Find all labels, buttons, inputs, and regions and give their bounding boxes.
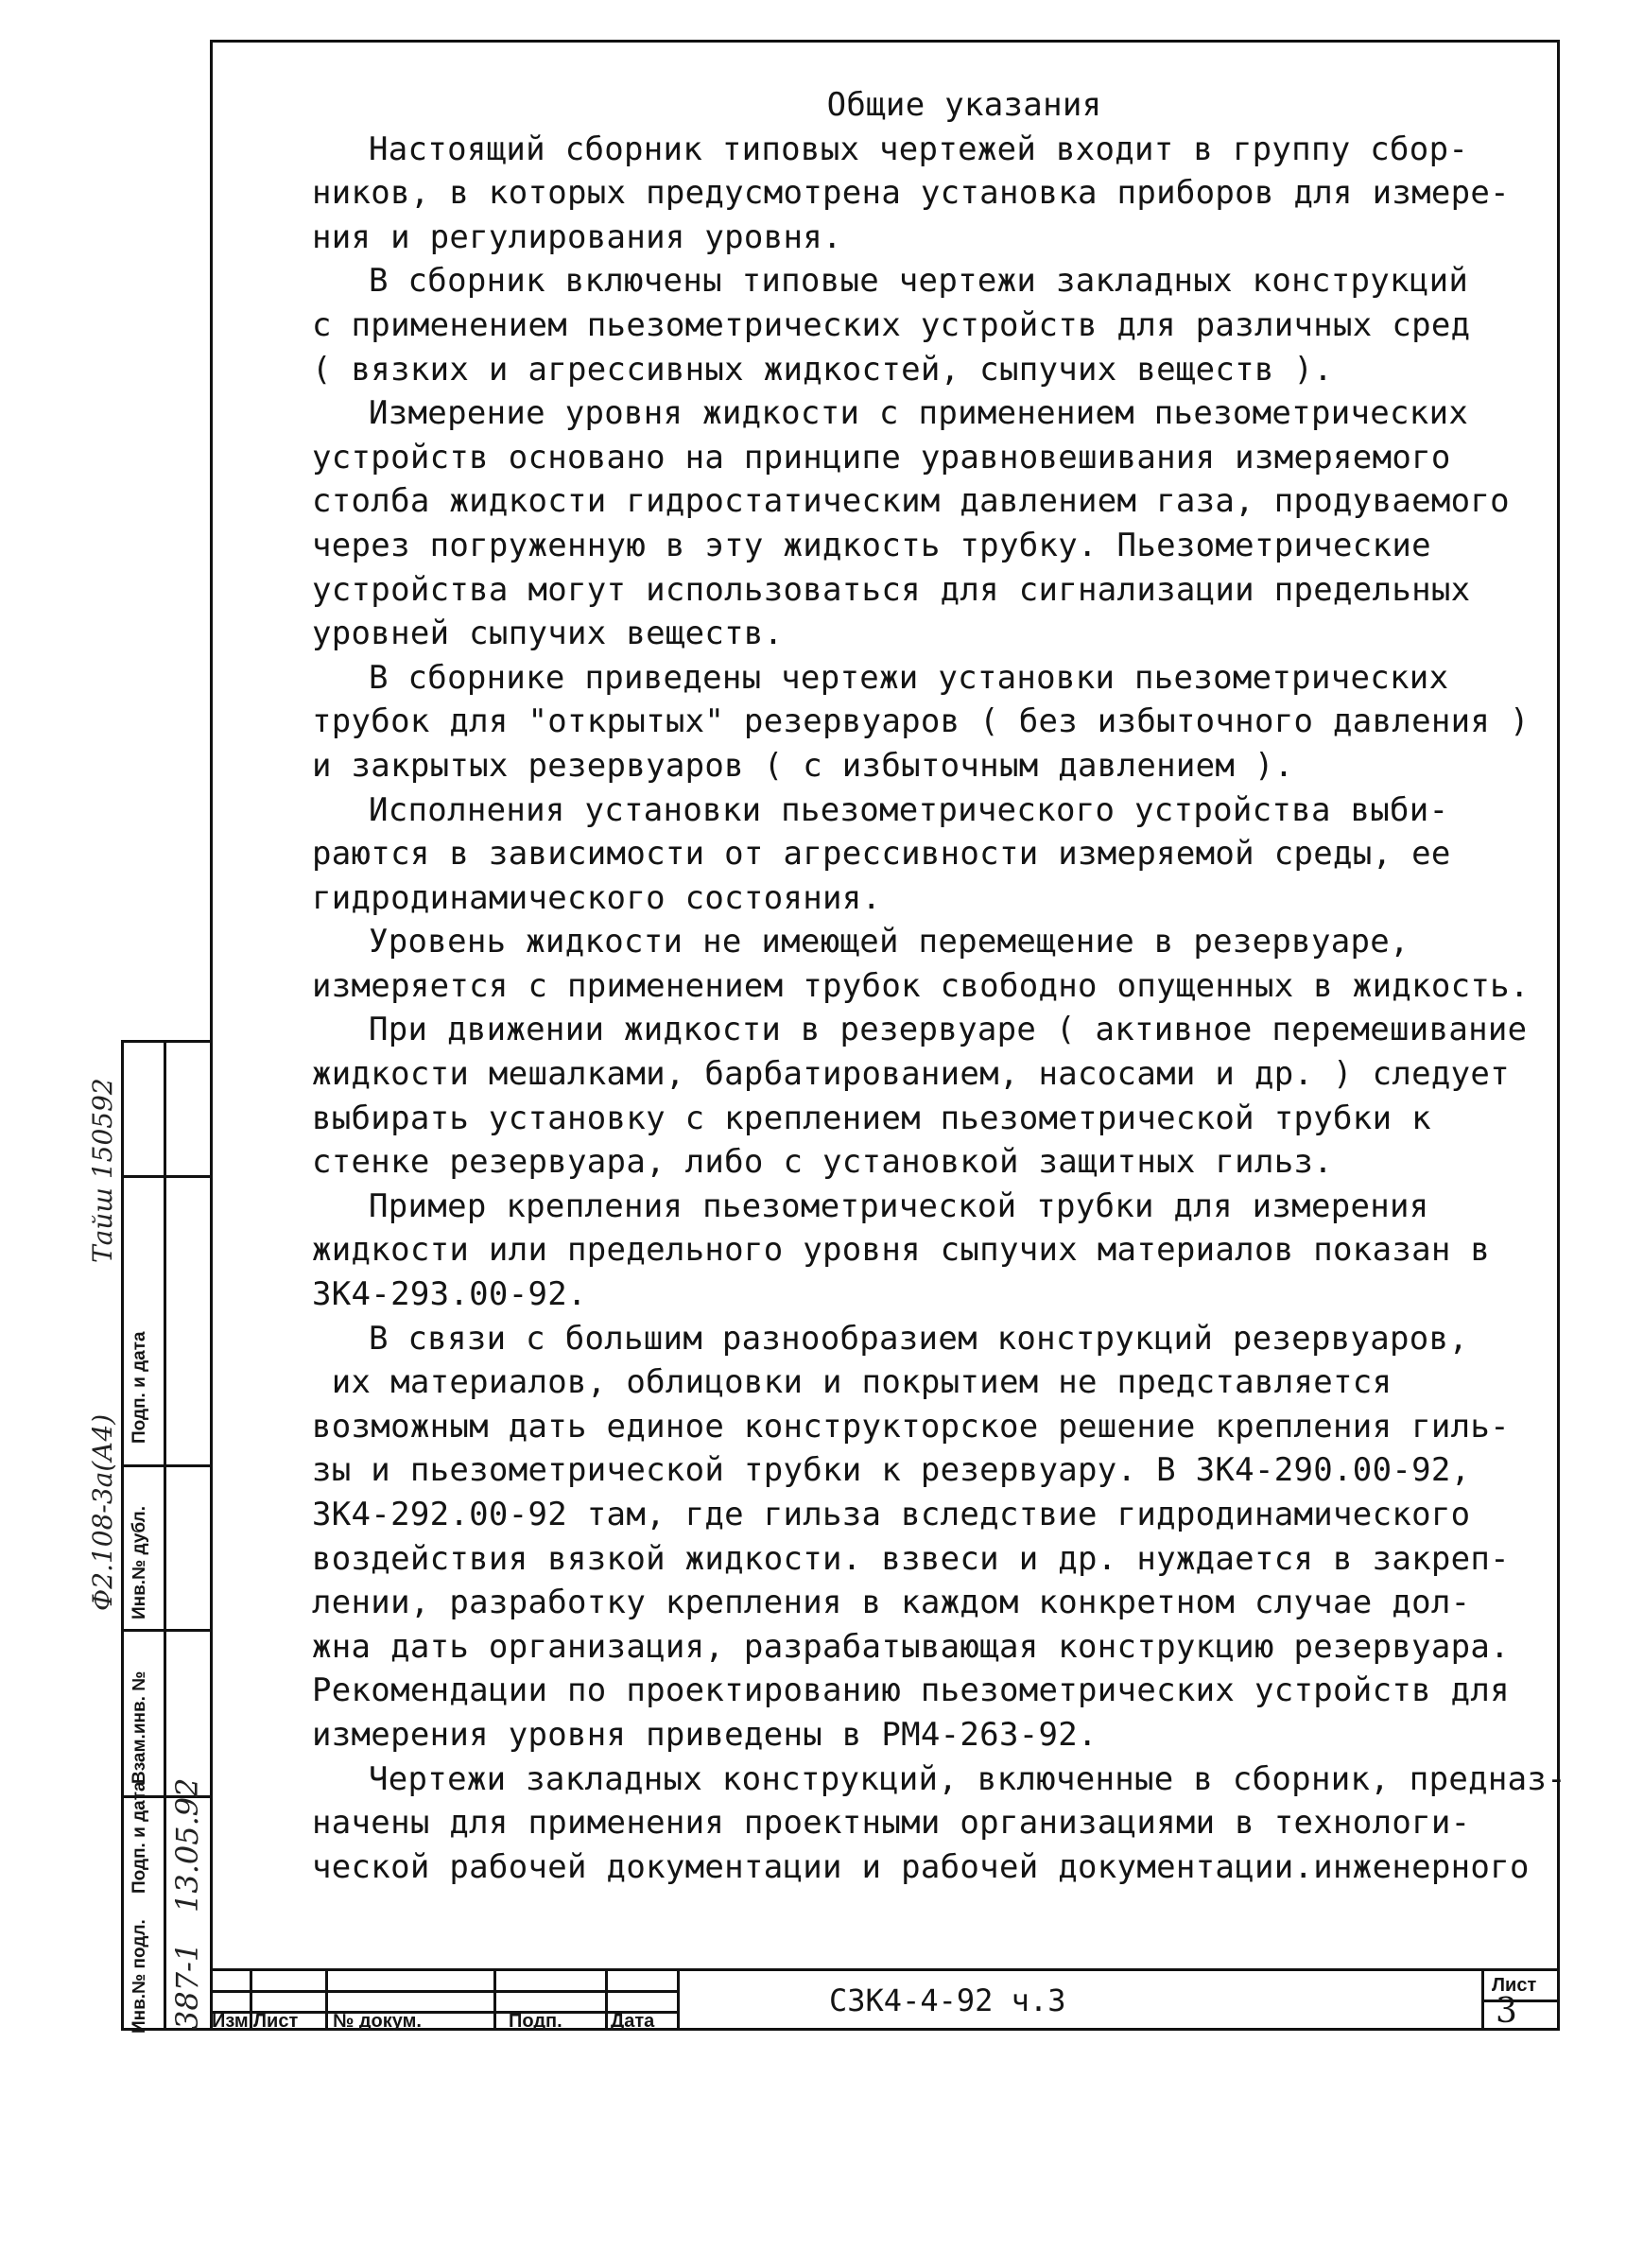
text-line: Настоящий сборник типовых чертежей входит в группу сбор- bbox=[369, 130, 1469, 168]
text-line: жна дать организация, разрабатывающая конструкцию резервуара. bbox=[312, 1627, 1510, 1666]
text-line: ния и регулирования уровня. bbox=[312, 217, 842, 256]
paragraph bbox=[312, 1317, 1541, 1757]
text-line: Уровень жидкости не имеющей перемещение в резервуаре, bbox=[369, 923, 1410, 961]
text-line: устройств основано на принципе уравновешивания измеряемого bbox=[312, 438, 1451, 476]
stamp-label-repl-inv: Взам.инв. № bbox=[130, 1671, 149, 1784]
text-line: зы и пьезометрической трубки к резервуару. В ЗК4-290.00-92, bbox=[312, 1451, 1471, 1490]
text-line: трубок для "открытых" резервуаров ( без избыточного давления ) bbox=[312, 702, 1530, 741]
sheet-label: Лист bbox=[1492, 1975, 1537, 1996]
caption-date: Дата bbox=[611, 2011, 655, 2032]
text-line: возможным дать единое конструкторское решение крепления гиль- bbox=[312, 1407, 1510, 1446]
text-line: измеряется с применением трубок свободно опущенных в жидкость. bbox=[312, 966, 1530, 1005]
document-heading: Общие указания bbox=[826, 86, 1102, 124]
stamp-label-inv-orig: Инв.№ подл. bbox=[130, 1919, 149, 2034]
document-code: СЗК4-4-92 ч.3 bbox=[829, 1982, 1066, 2018]
paragraph bbox=[312, 259, 1541, 391]
text-line: измерения уровня приведены в РМ4-263-92. bbox=[312, 1715, 1098, 1754]
document-body bbox=[312, 83, 1566, 1889]
text-line: гидродинамического состояния. bbox=[312, 878, 882, 917]
paragraph bbox=[312, 1185, 1541, 1317]
text-line: Измерение уровня жидкости с применением пьезометрических bbox=[369, 394, 1469, 433]
text-line: и закрытых резервуаров ( с избыточным давлением ). bbox=[312, 746, 1294, 785]
text-line: ( вязких и агрессивных жидкостей, сыпучих веществ ). bbox=[312, 350, 1334, 389]
text-line: устройства могут использоваться для сигнализации предельных bbox=[312, 570, 1471, 609]
text-line: В связи с большим разнообразием конструкций резервуаров, bbox=[369, 1319, 1469, 1358]
format-note: Ф2.108-3а(А4) bbox=[87, 1413, 118, 1611]
paragraphs bbox=[312, 128, 1566, 1890]
text-line: раются в зависимости от агрессивности измеряемой среды, ее bbox=[312, 835, 1451, 874]
stamp-label-sign-date-2: Подп. и дата bbox=[130, 1331, 149, 1444]
paragraph bbox=[312, 920, 1541, 1008]
text-line: уровней сыпучих веществ. bbox=[312, 615, 784, 653]
text-line: через погруженную в эту жидкость трубку. Пьезометрические bbox=[312, 526, 1431, 564]
paragraph bbox=[312, 788, 1541, 921]
handwritten-date: 13.05.92 bbox=[169, 1777, 205, 1913]
text-line: воздействия вязкой жидкости. взвеси и др. нуждается в закреп- bbox=[312, 1539, 1510, 1578]
caption-list: Лист bbox=[253, 2011, 299, 2032]
text-line: При движении жидкости в резервуаре ( активное перемешивание bbox=[369, 1011, 1528, 1049]
text-line: стенке резервуара, либо с установкой защитных гильз. bbox=[312, 1143, 1334, 1182]
paragraph bbox=[312, 1008, 1541, 1184]
text-line: жидкости или предельного уровня сыпучих материалов показан в bbox=[312, 1231, 1491, 1270]
handwritten-inv-number: 387-1 bbox=[169, 1942, 205, 2030]
text-line: ЗК4-293.00-92. bbox=[312, 1275, 587, 1314]
text-line: Пример крепления пьезометрической трубки для измерения bbox=[369, 1186, 1429, 1225]
paragraph bbox=[312, 656, 1541, 788]
sheet-number: 3 bbox=[1496, 1992, 1517, 2031]
text-line: начены для применения проектными организациями в технологи- bbox=[312, 1804, 1471, 1843]
stamp-label-inv-dup: Инв.№ дубл. bbox=[130, 1505, 149, 1619]
text-line: ЗК4-292.00-92 там, где гильза вследствие гидродинамического bbox=[312, 1496, 1471, 1533]
text-line: ческой рабочей документации и рабочей документации.инженерного bbox=[312, 1847, 1530, 1886]
text-line: Исполнения установки пьезометрического устройства выби- bbox=[369, 790, 1449, 829]
caption-doc-number: № докум. bbox=[333, 2011, 422, 2032]
text-line: с применением пьезометрических устройств для различных сред bbox=[312, 305, 1471, 344]
text-line: В сборнике приведены чертежи установки пьезометрических bbox=[369, 658, 1449, 697]
text-line: лении, разработку крепления в каждом конкретном случае дол- bbox=[312, 1584, 1471, 1622]
side-stamp bbox=[121, 1040, 210, 2034]
stamp-label-sign-date: Подп. и дата bbox=[130, 1781, 149, 1894]
text-line: выбирать установку с креплением пьезометрической трубки к bbox=[312, 1099, 1431, 1137]
text-line: столба жидкости гидростатическим давлением газа, продуваемого bbox=[312, 482, 1510, 521]
signature-note: Тайш 150592 bbox=[87, 1078, 118, 1263]
text-line: Рекомендации по проектированию пьезометрических устройств для bbox=[312, 1671, 1510, 1710]
stamp-divider bbox=[164, 1043, 166, 2028]
text-line: Чертежи закладных конструкций, включенные в сборник, предназ- bbox=[369, 1759, 1566, 1798]
title-block bbox=[210, 1968, 1560, 2031]
caption-izm: Изм bbox=[212, 2011, 249, 2032]
paragraph bbox=[312, 391, 1541, 656]
text-line: их материалов, облицовки и покрытием не представляется bbox=[312, 1363, 1392, 1402]
paragraph bbox=[312, 128, 1541, 260]
text-line: ников, в которых предусмотрена установка приборов для измере- bbox=[312, 174, 1510, 213]
text-line: жидкости мешалками, барбатированием, насосами и др. ) следует bbox=[312, 1055, 1510, 1094]
caption-sign: Подп. bbox=[509, 2011, 562, 2032]
paragraph bbox=[312, 1757, 1566, 1890]
text-line: В сборник включены типовые чертежи закладных конструкций bbox=[369, 262, 1469, 301]
